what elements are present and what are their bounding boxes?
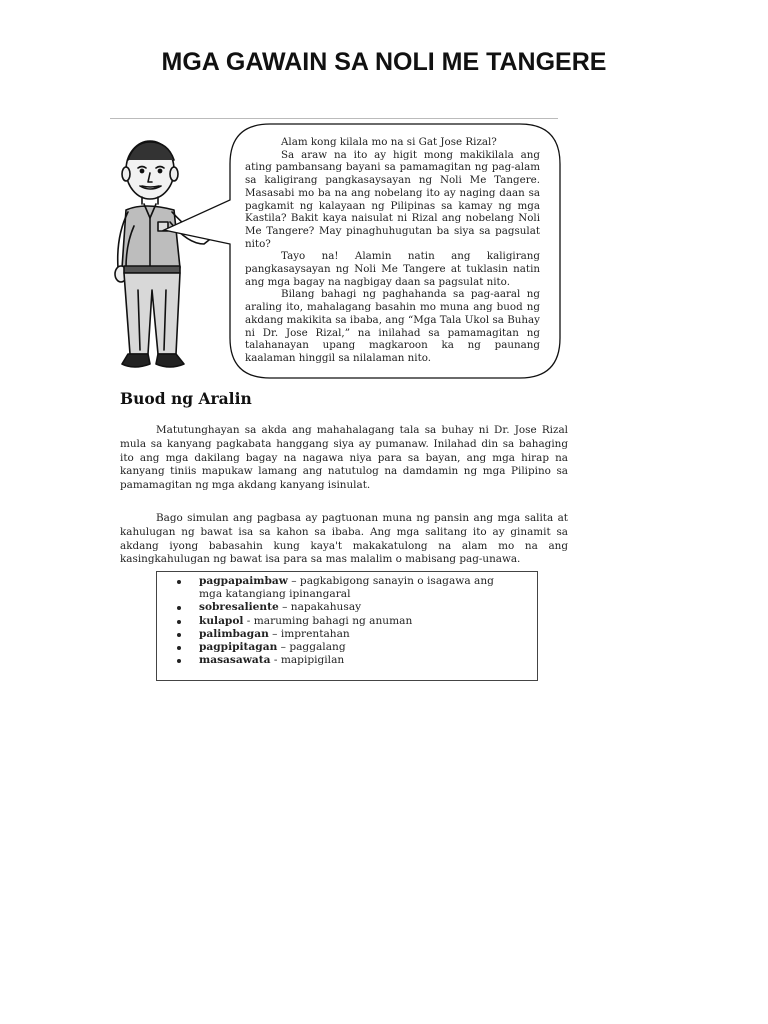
vocabulary-separator: –: [277, 641, 290, 654]
vocabulary-term: pagpapaimbaw: [199, 575, 288, 587]
summary-paragraph-1: [120, 424, 568, 493]
speech-bubble-text: [245, 136, 540, 365]
vocabulary-item: [199, 615, 537, 628]
vocabulary-separator: -: [243, 614, 254, 627]
vocabulary-term: sobresaliente: [199, 601, 279, 614]
vocabulary-term: masasawata: [199, 654, 271, 667]
vocabulary-box: [156, 571, 538, 681]
paragraph-text: Matutunghayan sa akda ang mahahalagang tala sa buhay ni Dr. Jose Rizal mula sa kanyang pagkabata hanggang siya ay pumanaw. Inilahad din sa bahaging ito ang mga dakilang bagay na nagawa niya para sa bayan, ang mga hirap na kanyang tiniis mapukaw lamang ang natutulog na damdamin ng mga Pilipino sa pamamagitan ng mga akdang kanyang isinulat.: [120, 424, 568, 492]
vocabulary-item: [199, 641, 537, 654]
bubble-paragraph: Alam kong kilala mo na si Gat Jose Rizal?: [281, 136, 497, 148]
vocabulary-item: [199, 575, 537, 601]
vocabulary-meaning: maruming bahagi ng anuman: [253, 614, 413, 627]
vocabulary-separator: –: [278, 601, 291, 614]
vocabulary-list: [157, 575, 537, 667]
vocabulary-item: [199, 628, 537, 641]
bubble-paragraph: Tayo na! Alamin natin ang kaligirang pangkasaysayan ng Noli Me Tangere at tuklasin natin ang mga bagay na nagbigay daan sa pagsulat nito.: [245, 250, 540, 288]
vocabulary-term: pagpipitagan: [199, 641, 278, 654]
bubble-paragraph: Bilang bahagi ng paghahanda sa pag-aaral ng araling ito, mahalagang basahin mo muna ang buod ng akdang makikita sa ibaba, ang “Mga Tala Ukol sa Buhay ni Dr. Jose Rizal,” na inilahad sa pamamagitan ng talahanayan upang magkaroon ka ng paunang kaalaman hinggil sa nilalaman nito.: [245, 288, 540, 364]
vocabulary-separator: –: [268, 627, 281, 640]
bubble-paragraph: Sa araw na ito ay higit mong makikilala ang ating pambansang bayani sa pamamagitan ng pag-alam sa kaligirang pangkasaysayan ng Noli Me Tangere. Masasabi mo ba na ang nobelang ito ay naging daan sa pagkamit ng kalayaan ng Pilipinas sa kamay ng mga Kastila? Bakit kaya naisulat ni Rizal ang nobelang Noli Me Tangere? May pinaghuhugutan ba siya sa pagsulat nito?: [245, 148, 540, 250]
vocabulary-separator: -: [270, 654, 281, 667]
vocabulary-term: palimbagan: [199, 627, 269, 640]
page-title: MGA GAWAIN SA NOLI ME TANGERE: [161, 48, 607, 76]
vocabulary-term: kulapol: [199, 614, 244, 627]
vocabulary-meaning: napakahusay: [290, 601, 362, 614]
vocabulary-meaning: mapipigilan: [280, 654, 345, 667]
section-heading: Buod ng Aralin: [120, 389, 252, 408]
vocabulary-separator: –: [287, 575, 300, 587]
vocabulary-meaning: imprentahan: [280, 627, 350, 640]
vocabulary-item: [199, 654, 537, 667]
vocabulary-item: [199, 601, 537, 614]
paragraph-text: Bago simulan ang pagbasa ay pagtuonan muna ng pansin ang mga salita at kahulugan ng bawat isa sa kahon sa ibaba. Ang mga salitang ito ay ginamit sa akdang iyong babasahin kung kaya't makakatulong na alam mo na ang kasingkahulugan ng bawat isa para sa mas malalim o mabisang pag-unawa.: [120, 512, 568, 566]
vocabulary-meaning: pagkabigong sanayin o isagawa ang mga katangiang ipinangaral: [199, 575, 494, 601]
summary-paragraph-2: [120, 512, 568, 567]
vocabulary-meaning: paggalang: [289, 641, 346, 654]
